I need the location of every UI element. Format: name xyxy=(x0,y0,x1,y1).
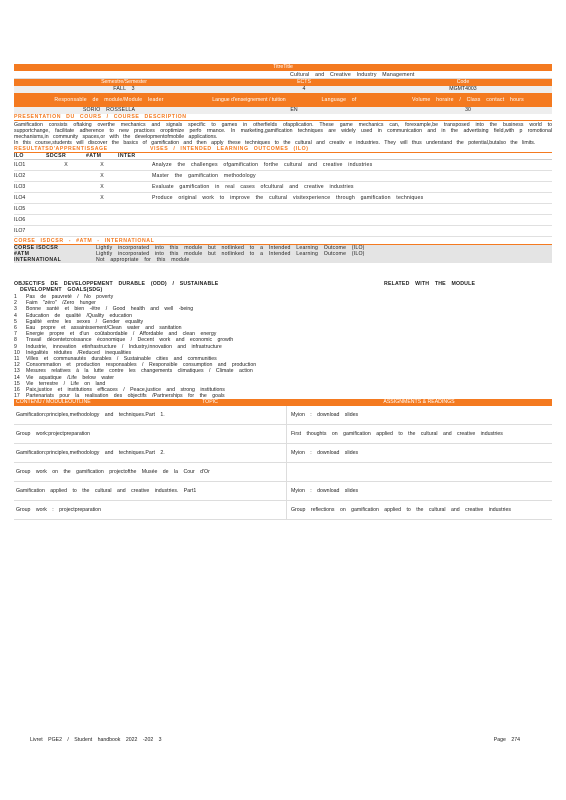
contenu-assignment xyxy=(286,463,552,481)
sdg-number: 3 xyxy=(14,306,17,313)
ilo-id: ILO1 xyxy=(14,162,26,168)
sdg-text: Partenariats pour la realisation des objectifs /Partnerships for the goals xyxy=(26,393,225,400)
ilo-sdcsr: X xyxy=(64,162,68,168)
presentation-text: Gamification consists oftaking overthe mechanics and signals specific to games in otherfields ofapplication. These game mechanics can, forexample,be transposed into the business world to supportchange, facilitate adherence to new practices oroptimize perfo rmance. In marketing,gamification techniques are widely used in communication and in the advertising field,with p romotional mechanisms,in community spaces,or with the developmentofmobile applications. xyxy=(14,122,552,140)
sdg-number: 2 xyxy=(14,300,17,307)
sdg-text: Mesures relatives à la lutte contre les changements climatiques / Climate action xyxy=(26,368,253,375)
volume-value: 30 xyxy=(465,107,471,113)
course-sheet xyxy=(14,64,552,520)
ilo-atm: X xyxy=(100,195,104,201)
sdg-number: 15 xyxy=(14,380,20,387)
ilo-id: ILO7 xyxy=(14,228,26,234)
sdg-number: 16 xyxy=(14,387,20,394)
title-row xyxy=(14,71,552,79)
sdg-text: Vie terrestre / Life on land xyxy=(26,380,106,387)
contenu-topic: Group work on the gamification projectofthe Musée de la Cour d'Or xyxy=(16,469,210,476)
ilo-id: ILO4 xyxy=(14,195,26,201)
responsable-value: SORIO ROSSELLA xyxy=(82,107,136,113)
sdg-text: Energie propre et d'un coûtabordable / Affordable and clean energy xyxy=(26,331,217,338)
ilo-sdcsr xyxy=(46,182,86,192)
ilo-id: ILO3 xyxy=(14,184,26,190)
ilo-inter xyxy=(118,182,150,192)
contenu-topic: Gamification:principles,methodology and techniques.Part 2. xyxy=(16,450,165,457)
ilo-row xyxy=(14,160,552,171)
sdg-text: Faim "zéro" /Zero hunger xyxy=(26,300,96,307)
ilo-atm: X xyxy=(100,162,104,168)
presentation-text-2: In this course,students will discover the basics of gamification and then apply these techniques to the cultural and creativ e industries. They will thus understand the potential,butalso the limits. xyxy=(14,140,536,146)
contenu-assignment: Myion : download slides xyxy=(286,444,552,462)
ilo-row xyxy=(14,182,552,193)
footer-page: Page 274 xyxy=(493,737,520,743)
sdg-related-heading: RELATED WITH THE MODULE xyxy=(384,281,476,287)
ilo-inter xyxy=(118,193,150,203)
sdg-number: 10 xyxy=(14,349,20,356)
sdg-heading-2: DEVELOPMENT GOALS(SDG) xyxy=(20,287,103,293)
ilo-inter xyxy=(118,226,150,236)
contenu-heading: CONTENU / MODULEOUTLINE TOPIC ASSIGNMENTS & READINGS xyxy=(14,399,552,406)
ilo-id: ILO6 xyxy=(14,217,26,223)
ilo-description xyxy=(150,215,552,225)
ilo-row xyxy=(14,171,552,182)
ilo-inter xyxy=(118,204,150,214)
ilo-sdcsr xyxy=(46,193,86,203)
sdg-text: Education de qualité /Quality education xyxy=(26,312,132,319)
ilo-atm xyxy=(86,204,118,214)
sdg-number: 5 xyxy=(14,318,17,325)
title-label: TitreTitle xyxy=(14,64,552,71)
sdg-text: Villes et communautés durables / Sustainable cities and communities xyxy=(26,356,217,363)
corse-label: CORSE ISDCSR xyxy=(14,245,59,251)
contenu-row xyxy=(14,444,552,463)
sdg-number: 6 xyxy=(14,325,17,332)
footer-left: Livret PGE2 / Student handbook 2022 -202 3 xyxy=(30,737,162,743)
sdg-number: 1 xyxy=(14,294,17,300)
ilo-description: Analyze the challenges ofgamification forthe cultural and creative industries xyxy=(152,162,373,168)
contenu-topic: Gamification applied to the cultural and creative industries. Part1 xyxy=(16,488,197,495)
corse-heading: CORSE ISDCSR - #ATM - INTERNATIONAL xyxy=(14,238,552,245)
contenu-assignment: Myion : download slides xyxy=(286,482,552,500)
sdg-text: Consommation et production responsables / Responsible consumption and production xyxy=(26,362,257,369)
ilo-row xyxy=(14,226,552,237)
ilo-atm: X xyxy=(100,184,104,190)
contenu-row xyxy=(14,406,552,425)
corse-text: Lightly incorporated into this module but notlinked to a Intended Learning Outcome (ILO) xyxy=(96,251,365,257)
contenu-row xyxy=(14,425,552,444)
ilo-inter xyxy=(118,215,150,225)
contenu-assignment: Myion : download slides xyxy=(286,406,552,424)
ilo-description: Evaluate gamification in real cases ofcultural and creative industries xyxy=(152,184,354,190)
corse-text: Not appropriate for this module xyxy=(96,257,190,263)
contenu-topic: Group work : projectpreparation xyxy=(16,507,101,514)
ilo-inter xyxy=(118,171,150,181)
sdg-number: 12 xyxy=(14,362,20,369)
contenu-row xyxy=(14,463,552,482)
sdg-number: 9 xyxy=(14,343,17,350)
contenu-topic: Group work:projectpreparation xyxy=(16,431,91,438)
sdg-heading: OBJECTIFS DE DEVELOPPEMENT DURABLE (ODD) / SUSTAINABLE xyxy=(14,281,219,287)
semester-value: FALL 3 xyxy=(113,86,135,92)
corse-table xyxy=(14,245,552,263)
course-title: Cultural and Creative Industry Management xyxy=(290,71,415,78)
sdg-text: Bonne santé et bien -être / Good health and well -being xyxy=(26,306,194,313)
ilo-row xyxy=(14,193,552,204)
sdg-text: Vie aquatique /Life below water xyxy=(26,374,115,381)
ilo-sdcsr xyxy=(46,226,86,236)
ilo-description xyxy=(150,204,552,214)
corse-text: Lightly incorporated into this module but notlinked to a Intended Learning Outcome (ILO) xyxy=(96,245,365,251)
contenu-row xyxy=(14,501,552,520)
sdg-number: 11 xyxy=(14,356,20,363)
ilo-description: Master the gamification methodology xyxy=(152,173,256,179)
sdg-text: Industrie, innovation etinfrastructure / Industry,innovation and infrastructure xyxy=(26,343,222,350)
page-footer xyxy=(30,737,520,743)
ilo-row xyxy=(14,204,552,215)
ilo-atm: X xyxy=(100,173,104,179)
ilo-id: ILO2 xyxy=(14,173,26,179)
sdg-number: 7 xyxy=(14,331,17,338)
sdg-number: 14 xyxy=(14,374,20,381)
corse-row xyxy=(14,257,552,263)
ilo-description xyxy=(150,226,552,236)
sdg-number: 8 xyxy=(14,337,17,344)
sdg-text: Inégalités réduites /Reduced inequalities xyxy=(26,349,132,356)
ects-value: 4 xyxy=(302,86,306,92)
langue-value: EN xyxy=(290,107,298,113)
contenu-topic: Gamification:principles,methodology and techniques.Part 1. xyxy=(16,412,165,419)
sdg-text: Paix,justice et institutions efficaces / Peace,justice and strong institutions xyxy=(26,387,225,394)
ilo-sdcsr xyxy=(46,171,86,181)
sdg-text: Pas de pauvreté / No poverty xyxy=(26,294,114,300)
responsable-header: Responsable de module/Module leader Langue d'enseignement / tuition Language of Volume horaire / Class contact hours xyxy=(14,93,552,107)
ilo-inter xyxy=(118,160,150,170)
ilo-table xyxy=(14,160,552,237)
corse-label: #ATM xyxy=(14,251,30,257)
sdg-number: 4 xyxy=(14,312,17,319)
ilo-id: ILO5 xyxy=(14,206,26,212)
sdg-text: Travail décentetcroissance économique / Decent work and economic growth xyxy=(26,337,234,344)
ilo-sdcsr xyxy=(46,204,86,214)
responsable-values xyxy=(14,107,552,114)
contenu-assignment: Group reflections on gamification applied to the cultural and creative industries xyxy=(286,501,552,519)
ilo-atm xyxy=(86,226,118,236)
ilo-row xyxy=(14,215,552,226)
sdg-text: Egalité entre les sexes / Gender equality xyxy=(26,318,144,325)
presentation-heading: PRESENTATION DU COURS / COURSE DESCRIPTION xyxy=(14,114,552,121)
ilo-atm xyxy=(86,215,118,225)
sdg-text: Eau propre et assainissement/Clean water and sanitation xyxy=(26,325,182,332)
contenu-row xyxy=(14,482,552,501)
semester-values xyxy=(14,86,552,93)
ilo-columns: ILO SDCSR #ATM INTER xyxy=(14,153,552,160)
sdg-number: 13 xyxy=(14,368,20,375)
sdg-number: 17 xyxy=(14,393,20,400)
corse-label: INTERNATIONAL xyxy=(14,257,62,263)
ilo-description: Produce original work to improve the cultural visitexperience through gamification techniques xyxy=(152,195,424,201)
ilo-heading: RESULTATSD'APPRENTISSAGE VISES / INTENDED LEARNING OUTCOMES (ILO) xyxy=(14,146,552,153)
semester-header: Semestre/Semester ECTS Code xyxy=(14,79,552,86)
contenu-table xyxy=(14,406,552,520)
sdg-list xyxy=(14,294,552,399)
code-value: MGMT4003 xyxy=(449,86,477,92)
sdg-section xyxy=(14,281,552,399)
sdg-item xyxy=(14,393,552,399)
contenu-assignment: First thoughts on gamification applied to the cultural and creative industries xyxy=(286,425,552,443)
ilo-sdcsr xyxy=(46,215,86,225)
